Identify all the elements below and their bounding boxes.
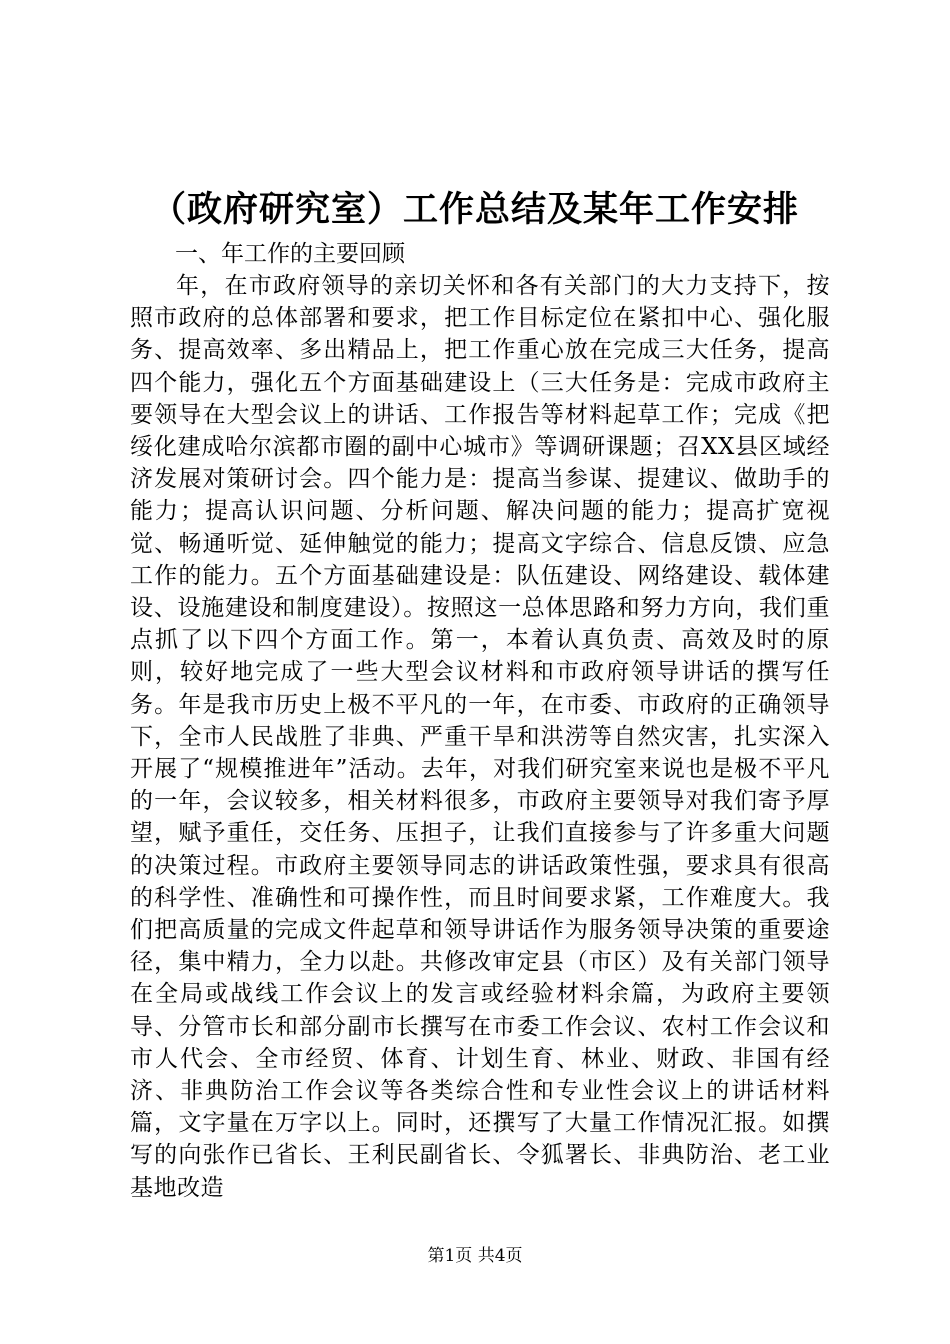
section-heading: 一、年工作的主要回顾 bbox=[175, 241, 405, 267]
page-number-footer: 第1页 共4页 bbox=[427, 1246, 523, 1266]
body-paragraph: 年，在市政府领导的亲切关怀和各有关部门的大力支持下，按照市政府的总体部署和要求，把工作目标定位在紧扣中心、强化服务、提高效率、多出精品上，把工作重心放在完成三大任务，提高四个能力，强化五个方面基础建设上（三大任务是：完成市政府主要领导在大型会议上的讲话、工作报告等材料起草工作；完成《把绥化建成哈尔滨都市圈的副中心城市》等调研课题；召XX县区域经济发展对策研讨会。四个能力是：提高当参谋、提建议、做助手的能力；提高认识问题、分析问题、解决问题的能力；提高扩宽视觉、畅通听觉、延伸触觉的能力；提高文字综合、信息反馈、应急工作的能力。五个方面基础建设是：队伍建设、网络建设、载体建设、设施建设和制度建设）。按照这一总体思路和努力方向，我们重点抓了以下四个方面工作。第一，本着认真负责、高效及时的原则，较好地完成了一些大型会议材料和市政府领导讲话的撰写任务。年是我市历史上极不平凡的一年，在市委、市政府的正确领导下，全市人民战胜了非典、严重干旱和洪涝等自然灾害，扎实深入开展了“规模推进年”活动。去年，对我们研究室来说也是极不平凡的一年，会议较多，相关材料很多，市政府主要领导对我们寄予厚望，赋予重任，交任务、压担子，让我们直接参与了许多重大问题的决策过程。市政府主要领导同志的讲话政策性强，要求具有很高的科学性、准确性和可操作性，而且时间要求紧，工作难度大。我们把高质量的完成文件起草和领导讲话作为服务领导决策的重要途径，集中精力，全力以赴。共修改审定县（市区）及有关部门领导在全局或战线工作会议上的发言或经验材料余篇，为政府主要领导、分管市长和部分副市长撰写在市委工作会议、农村工作会议和市人代会、全市经贸、体育、计划生育、林业、财政、非国有经济、非典防治工作会议等各类综合性和专业性会议上的讲话材料篇，文字量在万字以上。同时，还撰写了大量工作情况汇报。如撰写的向张作已省长、王利民副省长、令狐署长、非典防治、老工业基地改造 bbox=[130, 273, 830, 1201]
document-title: （政府研究室）工作总结及某年工作安排 bbox=[150, 189, 799, 230]
